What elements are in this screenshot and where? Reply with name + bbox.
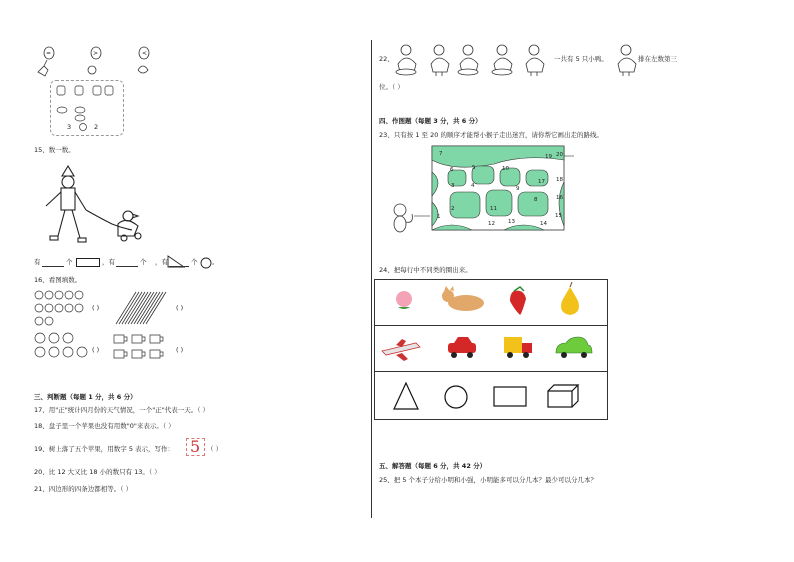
cup-icon	[114, 350, 127, 358]
maze-block	[450, 192, 480, 218]
airplane-icon	[382, 339, 420, 361]
fish-icon	[75, 115, 85, 121]
compare-number-right: 2	[94, 123, 99, 131]
sheep-figure-icon	[88, 66, 96, 74]
q22-ducks-row	[394, 40, 654, 78]
rectangle-shape-icon	[76, 258, 100, 267]
flower-icon	[55, 304, 63, 312]
q25-text: 25、把 5 个本子分给小明和小强，小明能多可以分几本？最少可以分几本？	[379, 476, 598, 484]
fish-icon	[75, 107, 85, 113]
cup-icon	[150, 335, 163, 343]
compare-animals-figures	[55, 84, 125, 134]
duck-body-icon	[118, 220, 138, 236]
q15-answer-line: 有 个 ，有 个 ，有 个 。	[34, 256, 214, 268]
face-icon	[63, 347, 73, 357]
compare-number-left: 3	[67, 123, 72, 131]
flower-icon	[75, 291, 83, 299]
flower-icon	[55, 291, 63, 299]
strawberry-icon	[510, 287, 526, 315]
q21-text: 21、四边形的四条边都相等。（ ）	[34, 485, 133, 493]
cube-shape-icon	[548, 385, 578, 407]
column-divider	[371, 40, 372, 518]
triangle-hat-icon	[62, 166, 74, 176]
duck-icon	[492, 45, 512, 75]
q16-flowers-group	[34, 290, 90, 326]
pear-icon	[561, 282, 579, 315]
compare-blank-circle	[78, 122, 88, 132]
q24-text: 24、把每行中不同类的圈出来。	[379, 266, 472, 274]
flower-icon	[65, 304, 73, 312]
flower-icon	[35, 291, 43, 299]
cup-icon	[150, 350, 163, 358]
triangle-shape-icon	[394, 383, 418, 409]
truck-icon	[504, 337, 532, 358]
fish-icon	[57, 107, 67, 113]
cup-icon	[132, 335, 145, 343]
compare-symbol-gt: >	[93, 50, 99, 57]
duck-icon	[526, 45, 544, 76]
circle-head-icon	[62, 176, 74, 188]
q19-text: 19、树上落了五个苹果，用数字 5 表示，写作：	[34, 445, 175, 453]
cat-icon	[57, 86, 65, 95]
q22-number: 22、	[379, 55, 394, 63]
face-icon	[49, 333, 59, 343]
rectangle-body-icon	[61, 188, 75, 210]
q19-paren[interactable]: （ ）	[207, 445, 223, 453]
section4-title: 四、作图题（每题 3 分，共 6 分）	[379, 117, 482, 125]
q20-text: 20、比 12 大又比 18 小的数只有 13。（ ）	[34, 468, 161, 476]
compare-symbol-eq: =	[46, 50, 52, 57]
q16-paren-1[interactable]: ( )	[92, 304, 100, 312]
q16-paren-2[interactable]: ( )	[176, 304, 184, 312]
green-car-icon	[556, 337, 592, 358]
duck-icon	[431, 45, 449, 76]
circle-shape-icon	[200, 257, 212, 269]
cat-icon	[93, 86, 101, 95]
bee-figure-icon	[38, 60, 48, 76]
flower-icon	[35, 317, 43, 325]
compare-symbols-row	[30, 42, 160, 82]
circle-shape-icon	[445, 386, 467, 408]
q19-digit: 5	[190, 437, 201, 456]
q18-text: 18、盘子里一个苹果也没有用数"0"来表示。（ ）	[34, 422, 175, 430]
flower-icon	[45, 304, 53, 312]
maze-block	[518, 192, 548, 216]
duck-icon	[618, 45, 636, 76]
face-icon	[77, 347, 87, 357]
flower-icon	[35, 304, 43, 312]
red-car-icon	[448, 337, 476, 358]
flower-icon	[45, 317, 53, 325]
q16-cups-group	[112, 333, 172, 363]
section3-title: 三、判断题（每题 1 分，共 6 分）	[34, 393, 137, 401]
answer-blank[interactable]	[169, 266, 189, 267]
q16-label: 16、看图填数。	[34, 276, 82, 284]
face-icon	[35, 347, 45, 357]
face-icon	[63, 333, 73, 343]
monkey-icon	[394, 204, 412, 232]
cat-icon	[75, 86, 83, 95]
cat-icon	[442, 286, 484, 311]
section5-title: 五、解答题（每题 6 分，共 42 分）	[379, 462, 487, 470]
q22-text-d: 位。（ ）	[379, 83, 404, 91]
q16-paren-3[interactable]: ( )	[92, 346, 100, 354]
chick-figure-icon	[138, 66, 148, 73]
robot-walking-duck-illustration	[40, 162, 160, 252]
cat-icon	[105, 86, 113, 95]
q16-pencils-group	[112, 290, 170, 326]
flower-icon	[45, 291, 53, 299]
face-icon	[35, 333, 45, 343]
flower-icon	[65, 291, 73, 299]
duck-icon	[458, 45, 478, 75]
q24-table-items	[374, 279, 608, 420]
answer-blank[interactable]	[42, 266, 64, 267]
wheel-icon	[135, 233, 141, 239]
face-icon	[49, 347, 59, 357]
peach-icon	[396, 291, 412, 309]
triangle-shape-icon	[128, 254, 150, 268]
cup-icon	[114, 335, 127, 343]
cup-icon	[132, 350, 145, 358]
q23-text: 23、只有按 1 至 20 的顺序才能帮小猴子走出迷宫，请你帮它画出走的路线。	[379, 131, 603, 139]
rectangle-shape-icon	[494, 387, 526, 406]
q16-faces-group	[34, 332, 90, 362]
q17-text: 17、用"正"统计四月份的天气情况，一个"正"代表一天。（ ）	[34, 406, 210, 414]
q16-paren-4[interactable]: ( )	[176, 346, 184, 354]
q22-text-b: 一共有 5 只小鸭。	[554, 55, 608, 63]
duck-icon	[396, 45, 416, 75]
q15-label: 15、数一数。	[34, 146, 75, 154]
duck-head-icon	[123, 211, 133, 221]
compare-symbol-lt: <	[142, 50, 148, 57]
q22-text-c: 排在左数第三	[638, 55, 677, 63]
q19-digit-writing-box	[186, 438, 205, 456]
flower-icon	[75, 304, 83, 312]
